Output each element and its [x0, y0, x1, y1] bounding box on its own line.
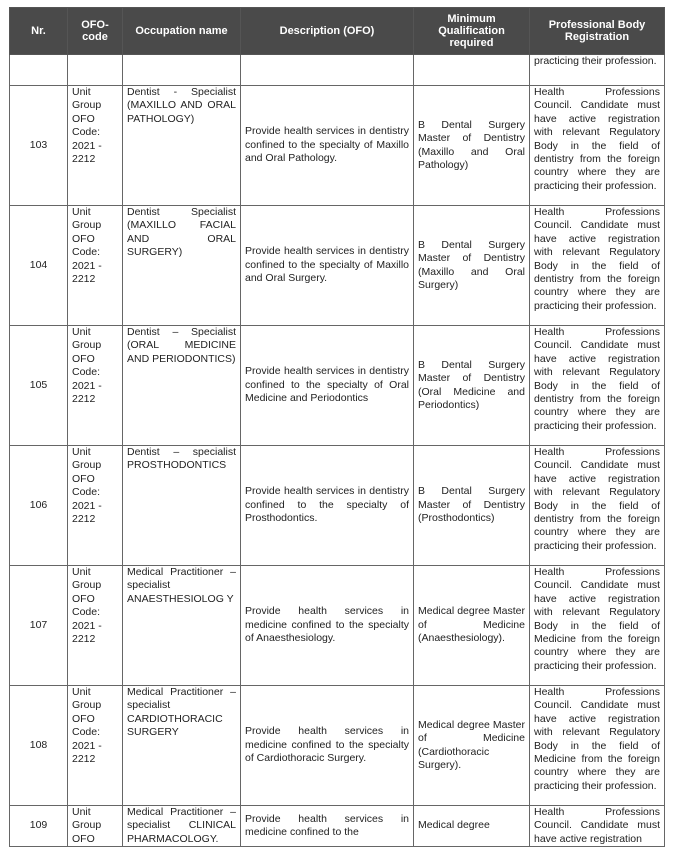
cell-occupation: Dentist Specialist (MAXILLO FACIAL AND ORAL SURGERY): [123, 206, 241, 326]
cell-nr: 109: [10, 806, 68, 847]
cell-registration: Health Professions Council. Candidate must have active registration with relevant Regulatory Body in the field of dentistry from the foreign country where they are practicing their profession.: [530, 446, 665, 566]
cell-registration: Health Professions Council. Candidate must have active registration with relevant Regulatory Body in the field of dentistry from the foreign country where they are practicing their profession.: [530, 326, 665, 446]
table-header-row: [10, 8, 665, 55]
table-row: [10, 686, 665, 806]
cell-occupation: Dentist – specialist PROSTHODONTICS: [123, 446, 241, 566]
cell-occupation: Medical Practitioner – specialist CLINICAL PHARMACOLOGY.: [123, 806, 241, 847]
cell-qualification: Medical degree Master of Medicine (Anaesthesiology).: [414, 566, 530, 686]
cell-nr: 108: [10, 686, 68, 806]
cell-registration: Health Professions Council. Candidate must have active registration with relevant Regulatory Body in the field of dentistry from the foreign country where they are practicing their profession.: [530, 206, 665, 326]
cell-qualification: B Dental Surgery Master of Dentistry (Maxillo and Oral Pathology): [414, 86, 530, 206]
cell-description: Provide health services in medicine confined to the specialty of Cardiothoracic Surgery.: [241, 686, 414, 806]
header-ofo-code: OFO-code: [68, 8, 123, 55]
cell-qualification: Medical degree: [414, 806, 530, 847]
cell-ofo-code: Unit Group OFO Code: 2021 - 2212: [68, 206, 123, 326]
table-row: [10, 566, 665, 686]
cell-qualification: B Dental Surgery Master of Dentistry (Oral Medicine and Periodontics): [414, 326, 530, 446]
table-row: [10, 446, 665, 566]
occupations-table: [9, 7, 665, 847]
cell-qualification: B Dental Surgery Master of Dentistry (Prosthodontics): [414, 446, 530, 566]
cell-occupation: Dentist - Specialist (MAXILLO AND ORAL PATHOLOGY): [123, 86, 241, 206]
header-nr: Nr.: [10, 8, 68, 55]
cell-registration: Health Professions Council. Candidate must have active registration: [530, 806, 665, 847]
header-professional-body-registration: Professional Body Registration: [530, 8, 665, 55]
cell-description: Provide health services in dentistry confined to the specialty of Maxillo and Oral Surgery.: [241, 206, 414, 326]
table-row: [10, 86, 665, 206]
cell-ofo-code: Unit Group OFO: [68, 806, 123, 847]
cell-occupation: Medical Practitioner – specialist ANAESTHESIOLOG Y: [123, 566, 241, 686]
cell-registration: Health Professions Council. Candidate must have active registration with relevant Regulatory Body in the field of Medicine from the foreign country where they are practicing their profession.: [530, 566, 665, 686]
table-row: [10, 206, 665, 326]
cell-nr: [10, 55, 68, 86]
cell-occupation: Dentist – Specialist (ORAL MEDICINE AND PERIODONTICS): [123, 326, 241, 446]
table-row: [10, 326, 665, 446]
cell-ofo-code: Unit Group OFO Code: 2021 - 2212: [68, 686, 123, 806]
cell-nr: 104: [10, 206, 68, 326]
cell-qualification: [414, 55, 530, 86]
cell-qualification: B Dental Surgery Master of Dentistry (Maxillo and Oral Surgery): [414, 206, 530, 326]
cell-description: Provide health services in dentistry confined to the specialty of Prosthodontics.: [241, 446, 414, 566]
table-row-continuation: [10, 55, 665, 86]
table-row: [10, 806, 665, 847]
cell-description: Provide health services in medicine confined to the specialty of Anaesthesiology.: [241, 566, 414, 686]
cell-nr: 105: [10, 326, 68, 446]
cell-ofo-code: Unit Group OFO Code: 2021 - 2212: [68, 326, 123, 446]
cell-registration: practicing their profession.: [530, 55, 665, 86]
cell-description: Provide health services in medicine confined to the: [241, 806, 414, 847]
cell-occupation: [123, 55, 241, 86]
header-description: Description (OFO): [241, 8, 414, 55]
cell-qualification: Medical degree Master of Medicine (Cardiothoracic Surgery).: [414, 686, 530, 806]
cell-description: Provide health services in dentistry confined to the specialty of Maxillo and Oral Pathology.: [241, 86, 414, 206]
cell-nr: 106: [10, 446, 68, 566]
cell-ofo-code: [68, 55, 123, 86]
cell-description: [241, 55, 414, 86]
document-page: [9, 7, 664, 847]
cell-registration: Health Professions Council. Candidate must have active registration with relevant Regulatory Body in the field of Medicine from the foreign country where they are practicing their profession.: [530, 686, 665, 806]
cell-ofo-code: Unit Group OFO Code: 2021 - 2212: [68, 86, 123, 206]
cell-nr: 107: [10, 566, 68, 686]
cell-ofo-code: Unit Group OFO Code: 2021 - 2212: [68, 566, 123, 686]
cell-description: Provide health services in dentistry confined to the specialty of Oral Medicine and Periodontics: [241, 326, 414, 446]
header-occupation-name: Occupation name: [123, 8, 241, 55]
cell-registration: Health Professions Council. Candidate must have active registration with relevant Regulatory Body in the field of dentistry from the foreign country where they are practicing their profession.: [530, 86, 665, 206]
header-minimum-qualification: Minimum Qualification required: [414, 8, 530, 55]
cell-ofo-code: Unit Group OFO Code: 2021 - 2212: [68, 446, 123, 566]
cell-nr: 103: [10, 86, 68, 206]
cell-occupation: Medical Practitioner – specialist CARDIOTHORACIC SURGERY: [123, 686, 241, 806]
